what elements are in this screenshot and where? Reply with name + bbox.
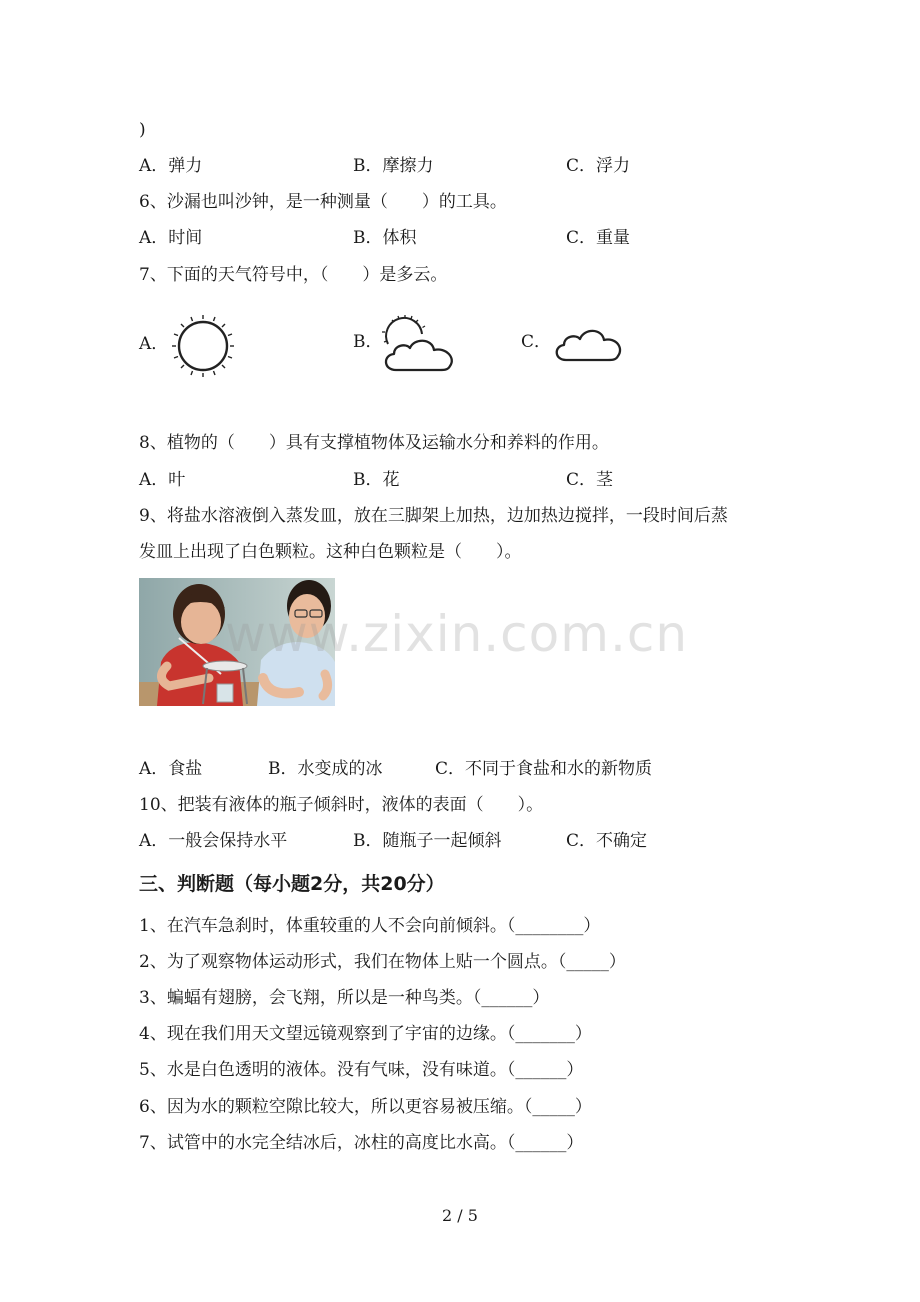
tf-item-1: 1、在汽车急刹时，体重较重的人不会向前倾斜。（________）	[139, 916, 601, 936]
q5-option-b: B．摩擦力	[353, 156, 434, 176]
partly-cloudy-icon	[378, 314, 460, 376]
q7-option-a: A．	[139, 334, 169, 354]
sun-icon	[168, 314, 238, 378]
tf-item-7: 7、试管中的水完全结冰后，冰柱的高度比水高。（______）	[139, 1133, 584, 1153]
q10-option-a: A．一般会保持水平	[139, 831, 288, 851]
q10-option-b: B．随瓶子一起倾斜	[353, 831, 502, 851]
page-number: 2 / 5	[442, 1206, 478, 1225]
q9-stem-line-2: 发皿上出现了白色颗粒。这种白色颗粒是（ ）。	[139, 542, 522, 562]
tf-item-3: 3、蝙蝠有翅膀，会飞翔，所以是一种鸟类。（______）	[139, 988, 550, 1008]
cloud-icon	[552, 320, 624, 364]
q6-option-a: A．时间	[139, 228, 203, 248]
section-3-heading: 三、判断题（每小题2分，共20分）	[139, 873, 445, 895]
tf-item-2: 2、为了观察物体运动形式，我们在物体上贴一个圆点。（_____）	[139, 952, 626, 972]
q6-stem: 6、沙漏也叫沙钟，是一种测量（ ）的工具。	[139, 192, 507, 212]
q7-option-c: C．	[521, 332, 552, 352]
watermark: www.zixin.com.cn	[225, 605, 689, 663]
q6-option-b: B．体积	[353, 228, 417, 248]
tf-item-5: 5、水是白色透明的液体。没有气味，没有味道。（______）	[139, 1060, 584, 1080]
q8-option-c: C．茎	[566, 470, 614, 490]
paren-close: )	[139, 120, 146, 140]
q9-option-c: C．不同于食盐和水的新物质	[435, 759, 653, 779]
q6-option-c: C．重量	[566, 228, 631, 248]
q7-stem: 7、下面的天气符号中，（ ）是多云。	[139, 265, 448, 285]
q5-option-a: A．弹力	[139, 156, 203, 176]
q5-option-c: C．浮力	[566, 156, 631, 176]
q7-option-b: B．	[353, 332, 383, 352]
tf-item-4: 4、现在我们用天文望远镜观察到了宇宙的边缘。（_______）	[139, 1024, 592, 1044]
q8-stem: 8、植物的（ ）具有支撑植物体及运输水分和养料的作用。	[139, 433, 609, 453]
q8-option-b: B．花	[353, 470, 400, 490]
q8-option-a: A．叶	[139, 470, 186, 490]
q10-option-c: C．不确定	[566, 831, 648, 851]
q9-stem-line-1: 9、将盐水溶液倒入蒸发皿，放在三脚架上加热，边加热边搅拌，一段时间后蒸	[139, 506, 728, 526]
q9-option-b: B．水变成的冰	[268, 759, 383, 779]
tf-item-6: 6、因为水的颗粒空隙比较大，所以更容易被压缩。（_____）	[139, 1097, 592, 1117]
q10-stem: 10、把装有液体的瓶子倾斜时，液体的表面（ ）。	[139, 795, 544, 815]
q9-option-a: A．食盐	[139, 759, 203, 779]
